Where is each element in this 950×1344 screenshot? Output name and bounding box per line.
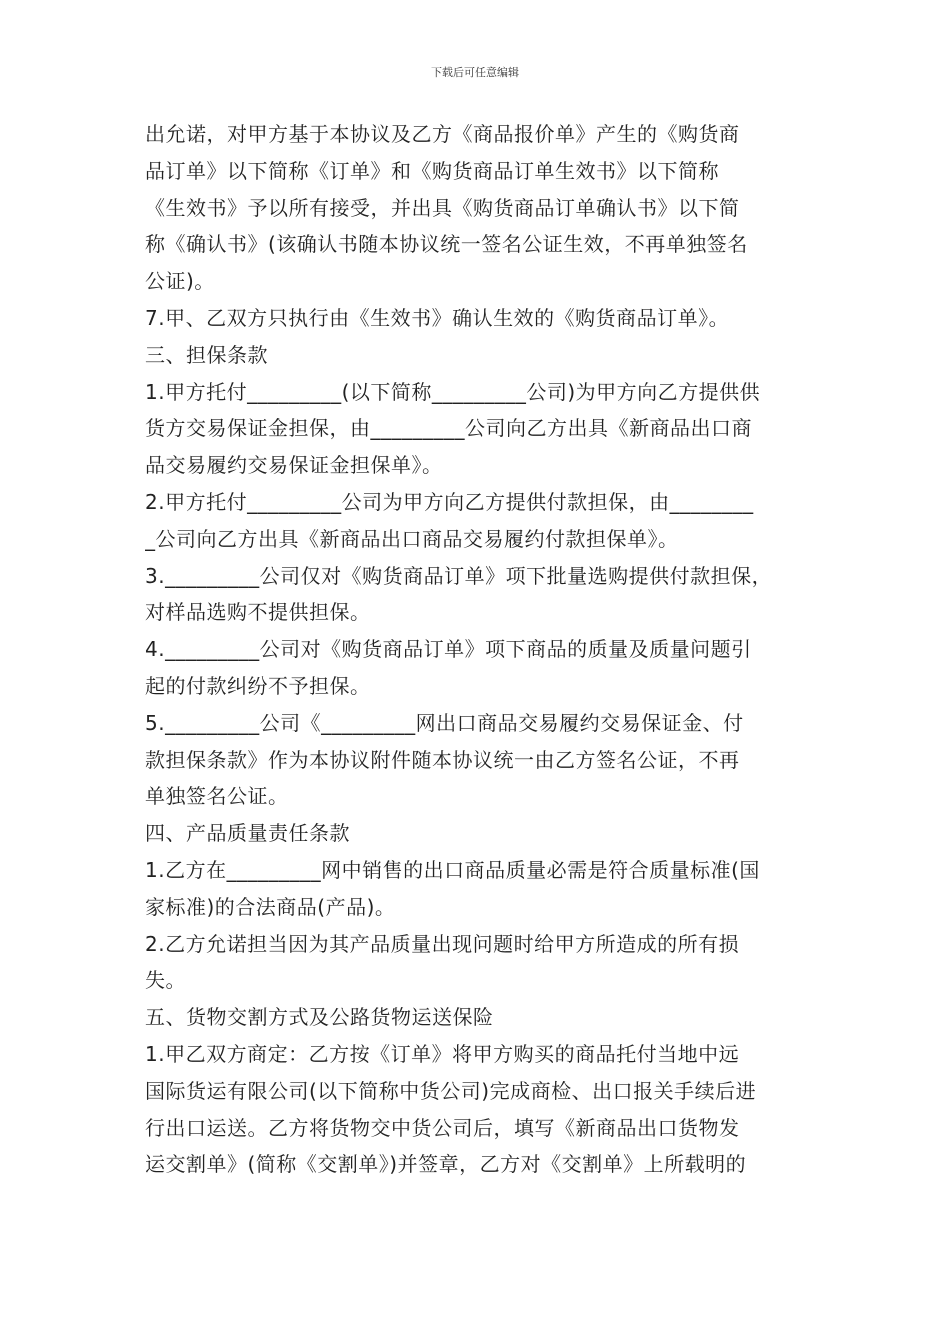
document-body: [145, 116, 825, 1183]
section-heading: 四、产品质量责任条款: [145, 821, 350, 846]
page-header: 下载后可任意编辑: [431, 66, 519, 79]
text-line: 失。: [145, 968, 186, 993]
text-line: 2.乙方允诺担当因为其产品质量出现问题时给甲方所造成的所有损: [145, 931, 740, 956]
section-heading: 五、货物交割方式及公路货物运送保险: [145, 1005, 494, 1030]
text-line: 称《确认书》(该确认书随本协议统一签名公证生效，不再单独签名: [145, 232, 748, 257]
text-line: 1.乙方在_________网中销售的出口商品质量必需是符合质量标准(国: [145, 857, 760, 882]
text-line: _公司向乙方出具《新商品出口商品交易履约付款担保单》。: [145, 526, 679, 551]
text-line: 国际货运有限公司(以下简称中货公司)完成商检、出口报关手续后进: [145, 1078, 757, 1103]
text-line: 对样品选购不提供担保。: [145, 600, 371, 625]
text-line: 《生效书》予以所有接受，并出具《购货商品订单确认书》以下简: [145, 195, 740, 220]
text-line: 行出口运送。乙方将货物交中货公司后，填写《新商品出口货物发: [145, 1115, 740, 1140]
text-line: 5._________公司《_________网出口商品交易履约交易保证金、付: [145, 710, 744, 735]
text-line: 家标准)的合法商品(产品)。: [145, 894, 396, 919]
text-line: 公证)。: [145, 269, 215, 294]
text-line: 品订单》以下简称《订单》和《购货商品订单生效书》以下简称: [145, 158, 719, 183]
section-heading: 三、担保条款: [145, 342, 268, 367]
text-line: 4._________公司对《购货商品订单》项下商品的质量及质量问题引: [145, 637, 752, 662]
text-line: 7.甲、乙双方只执行由《生效书》确认生效的《购货商品订单》。: [145, 305, 730, 330]
text-line: 出允诺，对甲方基于本协议及乙方《商品报价单》产生的《购货商: [145, 122, 740, 146]
text-line: 货方交易保证金担保，由_________公司向乙方出具《新商品出口商: [145, 416, 752, 441]
text-line: 1.甲乙双方商定：乙方按《订单》将甲方购买的商品托付当地中远: [145, 1041, 740, 1066]
text-line: 3._________公司仅对《购货商品订单》项下批量选购提供付款担保，: [145, 563, 773, 588]
text-line: 运交割单》(简称《交割单》)并签章，乙方对《交割单》上所载明的: [145, 1152, 747, 1177]
text-line: 品交易履约交易保证金担保单》。: [145, 453, 443, 478]
text-line: 单独签名公证。: [145, 784, 289, 809]
text-line: 2.甲方托付_________公司为甲方向乙方提供付款担保，由________: [145, 489, 754, 514]
text-line: 起的付款纠纷不予担保。: [145, 673, 371, 698]
text-line: 1.甲方托付_________(以下简称_________公司)为甲方向乙方提供供: [145, 379, 761, 404]
text-line: 款担保条款》作为本协议附件随本协议统一由乙方签名公证，不再: [145, 747, 740, 772]
